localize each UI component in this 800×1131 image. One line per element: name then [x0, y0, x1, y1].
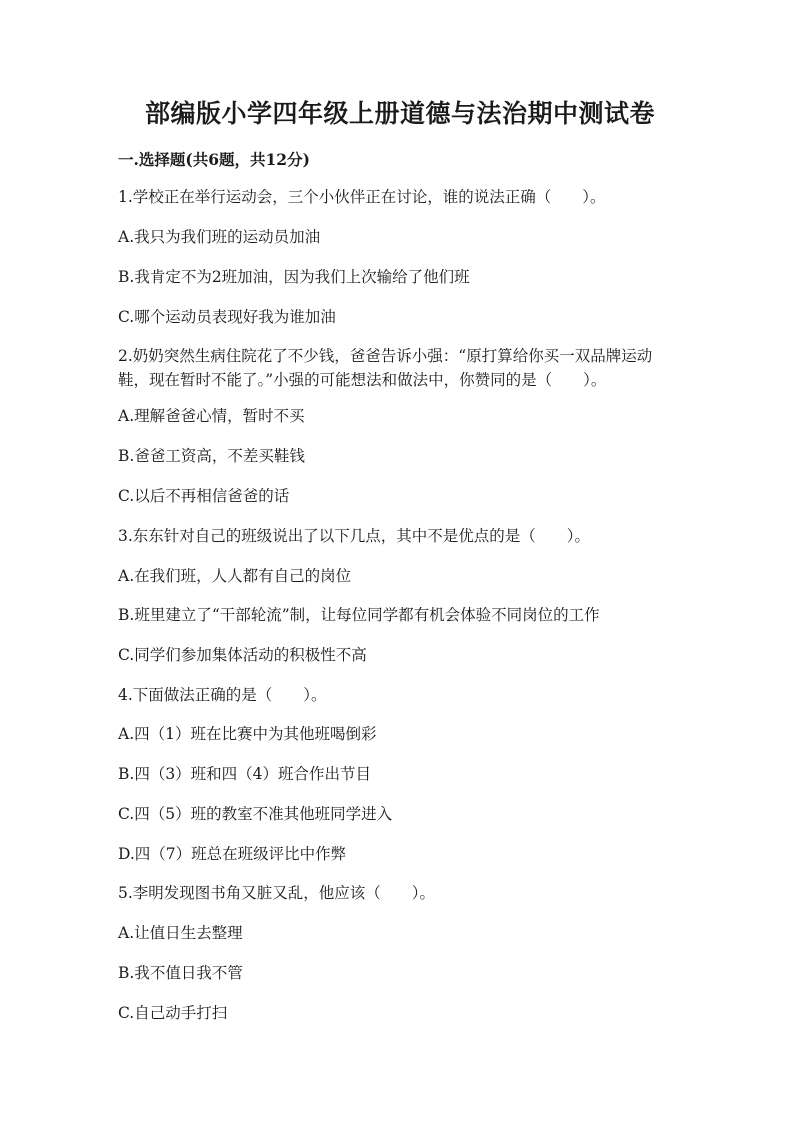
question-4-option-c: C.四（5）班的教室不准其他班同学进入 [118, 805, 393, 823]
question-4-option-a: A.四（1）班在比赛中为其他班喝倒彩 [118, 725, 377, 743]
question-4-option-d: D.四（7）班总在班级评比中作弊 [118, 845, 347, 863]
question-1-option-c: C.哪个运动员表现好我为谁加油 [118, 308, 336, 326]
question-1-option-b: B.我肯定不为2班加油，因为我们上次输给了他们班 [118, 268, 470, 286]
question-3-option-b: B.班里建立了“干部轮流”制，让每位同学都有机会体验不同岗位的工作 [118, 606, 600, 624]
question-2-stem-line-1: 2.奶奶突然生病住院花了不少钱，爸爸告诉小强：“原打算给你买一双品牌运动 [118, 347, 653, 365]
question-1-stem: 1.学校正在举行运动会，三个小伙伴正在讨论，谁的说法正确（ ）。 [118, 188, 606, 206]
question-5-option-c: C.自己动手打扫 [118, 1004, 228, 1022]
section-heading: 一.选择题(共6题，共12分) [118, 150, 310, 169]
question-5-stem: 5.李明发现图书角又脏又乱，他应该（ ）。 [118, 884, 436, 902]
question-5-option-a: A.让值日生去整理 [118, 924, 243, 942]
question-5-option-b: B.我不值日我不管 [118, 964, 243, 982]
question-2-option-c: C.以后不再相信爸爸的话 [118, 487, 290, 505]
question-3-option-a: A.在我们班，人人都有自己的岗位 [118, 567, 352, 585]
question-4-stem: 4.下面做法正确的是（ ）。 [118, 686, 327, 704]
question-1-option-a: A.我只为我们班的运动员加油 [118, 228, 321, 246]
question-3-stem: 3.东东针对自己的班级说出了以下几点，其中不是优点的是（ ）。 [118, 527, 591, 545]
question-2-option-b: B.爸爸工资高，不差买鞋钱 [118, 447, 305, 465]
question-2-option-a: A.理解爸爸心情，暂时不买 [118, 407, 305, 425]
page-title: 部编版小学四年级上册道德与法治期中测试卷 [144, 99, 655, 128]
question-3-option-c: C.同学们参加集体活动的积极性不高 [118, 646, 367, 664]
question-4-option-b: B.四（3）班和四（4）班合作出节目 [118, 765, 372, 783]
question-2-stem-line-2: 鞋，现在暂时不能了。”小强的可能想法和做法中，你赞同的是（ ）。 [118, 371, 607, 389]
